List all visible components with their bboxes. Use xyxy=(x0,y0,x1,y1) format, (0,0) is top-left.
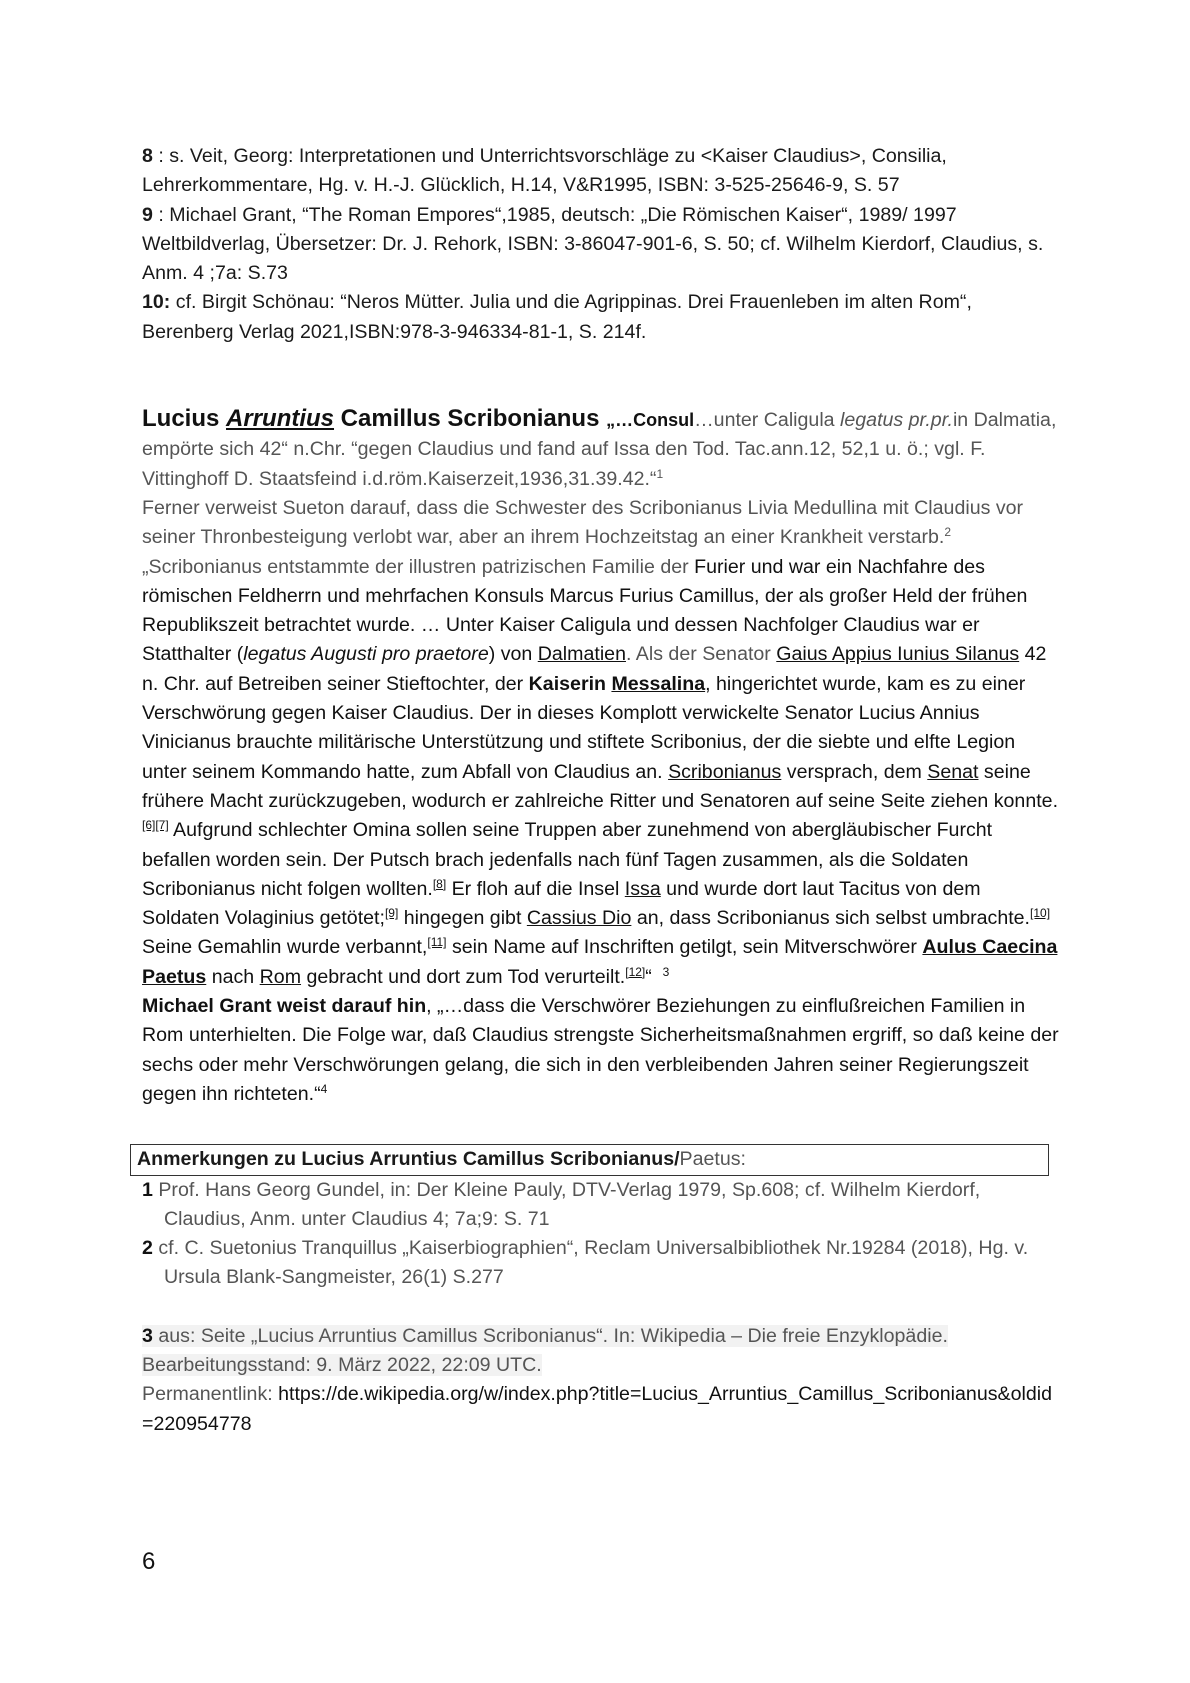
link-issa[interactable]: Issa xyxy=(624,877,661,900)
link-paetus[interactable]: Aulus Caecina Paetus xyxy=(142,936,1058,988)
footnote-number: 10: xyxy=(142,291,171,314)
ref-11[interactable]: [11] xyxy=(427,935,447,950)
footnote-9 xyxy=(142,201,1062,289)
grant-paragraph: Michael Grant weist darauf hin, „…dass die Verschwörer Beziehungen zu einflußreichen Familien in Rom unterhielten. Die Folge war, daß Claudius strengste Sicherheitsmaßnahmen ergriff, so daß keine der sechs oder mehr Verschwörungen gelang, die sich in den verbleibenden Jahren seiner Regierungszeit gegen ihn richteten.“$^4$ xyxy=(142,995,1059,1105)
footnote-sep: : xyxy=(152,203,170,226)
note-1: 1 Prof. Hans Georg Gundel, in: Der Kleine Pauly, DTV-Verlag 1979, Sp.608; cf. Wilhelm Kierdorf, Claudius, Anm. unter Claudius 4; 7a;9: S. 71 xyxy=(142,1178,981,1230)
footnote-number: 8 xyxy=(142,145,153,167)
heading-paragraph: Lucius Arruntius Camillus Scribonianus „…Consul…unter Caligula legatus pr.pr.in Dalmatia, empörte sich 42“ n.Chr. “gegen Claudius und fand auf Issa den Tod. Tac.ann.12, 52,1 u. ö.; vgl. F. Vittinghoff D. Staatsfeind i.d.röm.Kaiserzeit,1936,31.39.42.“$^1$ xyxy=(142,405,1057,490)
footnote-10 xyxy=(142,288,1062,347)
footnote-text: s. Veit, Georg: Interpretationen und Unterrichtsvorschläge zu <Kaiser Claudius>, Consilia, Lehrerkommentare, Hg. v. H.-J. Glücklich, H.14, V&R1995, ISBN: 3-525-25646-9, S. 57 xyxy=(142,145,947,197)
footnote-text: Michael Grant, “The Roman Empores“,1985, deutsch: „Die Römischen Kaiser“, 1989/ 1997 Weltbildverlag, Übersetzer: Dr. J. Rehork, ISBN: 3-86047-901-6, S. 50; cf. Wilhelm Kierdorf, Claudius, s. Anm. 4 ;7a: S.73 xyxy=(142,203,1044,285)
link-dalmatien[interactable]: Dalmatien xyxy=(537,643,626,666)
footnote-ref-2: 2 xyxy=(944,525,952,540)
heading-arruntius: Arruntius xyxy=(226,405,335,433)
link-scribonianus[interactable]: Scribonianus xyxy=(668,760,782,783)
ref-8[interactable]: [8] xyxy=(432,876,447,891)
footnote-sep: : xyxy=(152,145,170,167)
ref-9[interactable]: [9] xyxy=(384,906,399,921)
document-page xyxy=(137,142,1062,1439)
legatus-text: legatus pr.pr. xyxy=(840,409,953,432)
wikipedia-quote: „Scribonianus entstammte der illustren patrizischen Familie der Furier und war ein Nachfahre des römischen Feldherrn und mehrfachen Konsuls Marcus Furius Camillus, der als großer Held der frühen Republikszeit betrachtet wurde. … Unter Kaiser Caligula und dessen Nachfolger Claudius war er Statthalter (legatus Augusti pro praetore) von Dalmatien. Als der Senator Gaius Appius Iunius Silanus 42 n. Chr. auf Betreiben seiner Stieftochter, der Kaiserin Messalina, hingerichtet wurde, kam es zu einer Verschwörung gegen Kaiser Claudius. Der in dieses Komplott verwickelte Senator Lucius Annius Vinicianus brauchte militärische Unterstützung und stiftete Scribonius, der die siebte und elfte Legion unter seinem Kommando hatte, zum Abfall von Claudius an. Scribonianus versprach, dem Senat seine frühere Macht zurückzugeben, wodurch er zahlreiche Ritter und Senatoren auf seine Seite ziehen konnte.[6][7] Aufgrund schlechter Omina sollen seine Truppen aber zunehmend von abergläubischer Furcht befallen worden sein. Der Putsch brach jedenfalls nach fünf Tagen zusammen, als die Soldaten Scribonianus nicht folgen wollten.[8] Er floh auf die Insel Issa und wurde dort laut Tacitus von dem Soldaten Volaginius getötet;[9] hingegen gibt Cassius Dio an, dass Scribonianus sich selbst umbrachte.[10] Seine Gemahlin wurde verbannt,[11] sein Name auf Inschriften getilgt, sein Mitverschwörer Aulus Caecina Paetus nach Rom gebracht und dort zum Tod verurteilt.[12]“ $^3$ xyxy=(142,555,1059,988)
link-senat[interactable]: Senat xyxy=(927,760,979,783)
page-number: 6 xyxy=(142,1548,156,1575)
notes-heading-box: Anmerkungen zu Lucius Arruntius Camillus Scribonianus/Paetus: xyxy=(130,1144,1049,1175)
link-rom[interactable]: Rom xyxy=(259,965,302,988)
sueton-paragraph: Ferner verweist Sueton darauf, dass die Schwester des Scribonianus Livia Medullina mit Claudius vor seiner Thronbesteigung verlobt war, aber an ihrem Hochzeitstag an einer Krankheit verstarb.$^2$ xyxy=(142,496,1024,549)
permanent-link[interactable]: https://de.wikipedia.org/w/index.php?title=Lucius_Arruntius_Camillus_Scribonianus&oldid=220954778 xyxy=(142,1383,1052,1435)
ref-6-7[interactable]: [6][7] xyxy=(142,818,169,833)
consul-label: Consul xyxy=(633,410,695,431)
link-silanus[interactable]: Gaius Appius Iunius Silanus xyxy=(776,643,1020,666)
link-messalina[interactable]: Messalina xyxy=(611,672,706,695)
footnote-number: 9 xyxy=(142,203,153,226)
ref-10[interactable]: [10] xyxy=(1030,906,1051,921)
footnotes-top xyxy=(142,142,1062,347)
note-2: 2 cf. C. Suetonius Tranquillus „Kaiserbiographien“, Reclam Universalbibliothek Nr.19284 (2018), Hg. v. Ursula Blank-Sangmeister, 26(1) S.277 xyxy=(142,1237,1029,1289)
footnote-ref-4: 4 xyxy=(320,1081,328,1096)
heading-name: Lucius Arruntius Camillus Scribonianus „…Consul xyxy=(142,405,695,433)
footnote-8 xyxy=(142,142,1062,201)
footnote-ref-1: 1 xyxy=(656,466,664,481)
footnote-ref-3: 3 xyxy=(662,964,670,979)
footnote-text: cf. Birgit Schönau: “Neros Mütter. Julia und die Agrippinas. Drei Frauenleben im alten Rom“, Berenberg Verlag 2021,ISBN:978-3-946334-81-1, S. 214f. xyxy=(142,291,972,343)
link-cassius-dio[interactable]: Cassius Dio xyxy=(526,907,632,930)
ref-12[interactable]: [12] xyxy=(625,964,646,979)
note-3: 3 aus: Seite „Lucius Arruntius Camillus Scribonianus“. In: Wikipedia – Die freie Enzyklopädie. Bearbeitungsstand: 9. März 2022, 22:09 UTC. Permanentlink: https://de.wikipedia.org/w/index.php?title=Lucius_Arruntius_Camillus_Scribonianus&oldid=220954778 xyxy=(142,1324,1052,1435)
